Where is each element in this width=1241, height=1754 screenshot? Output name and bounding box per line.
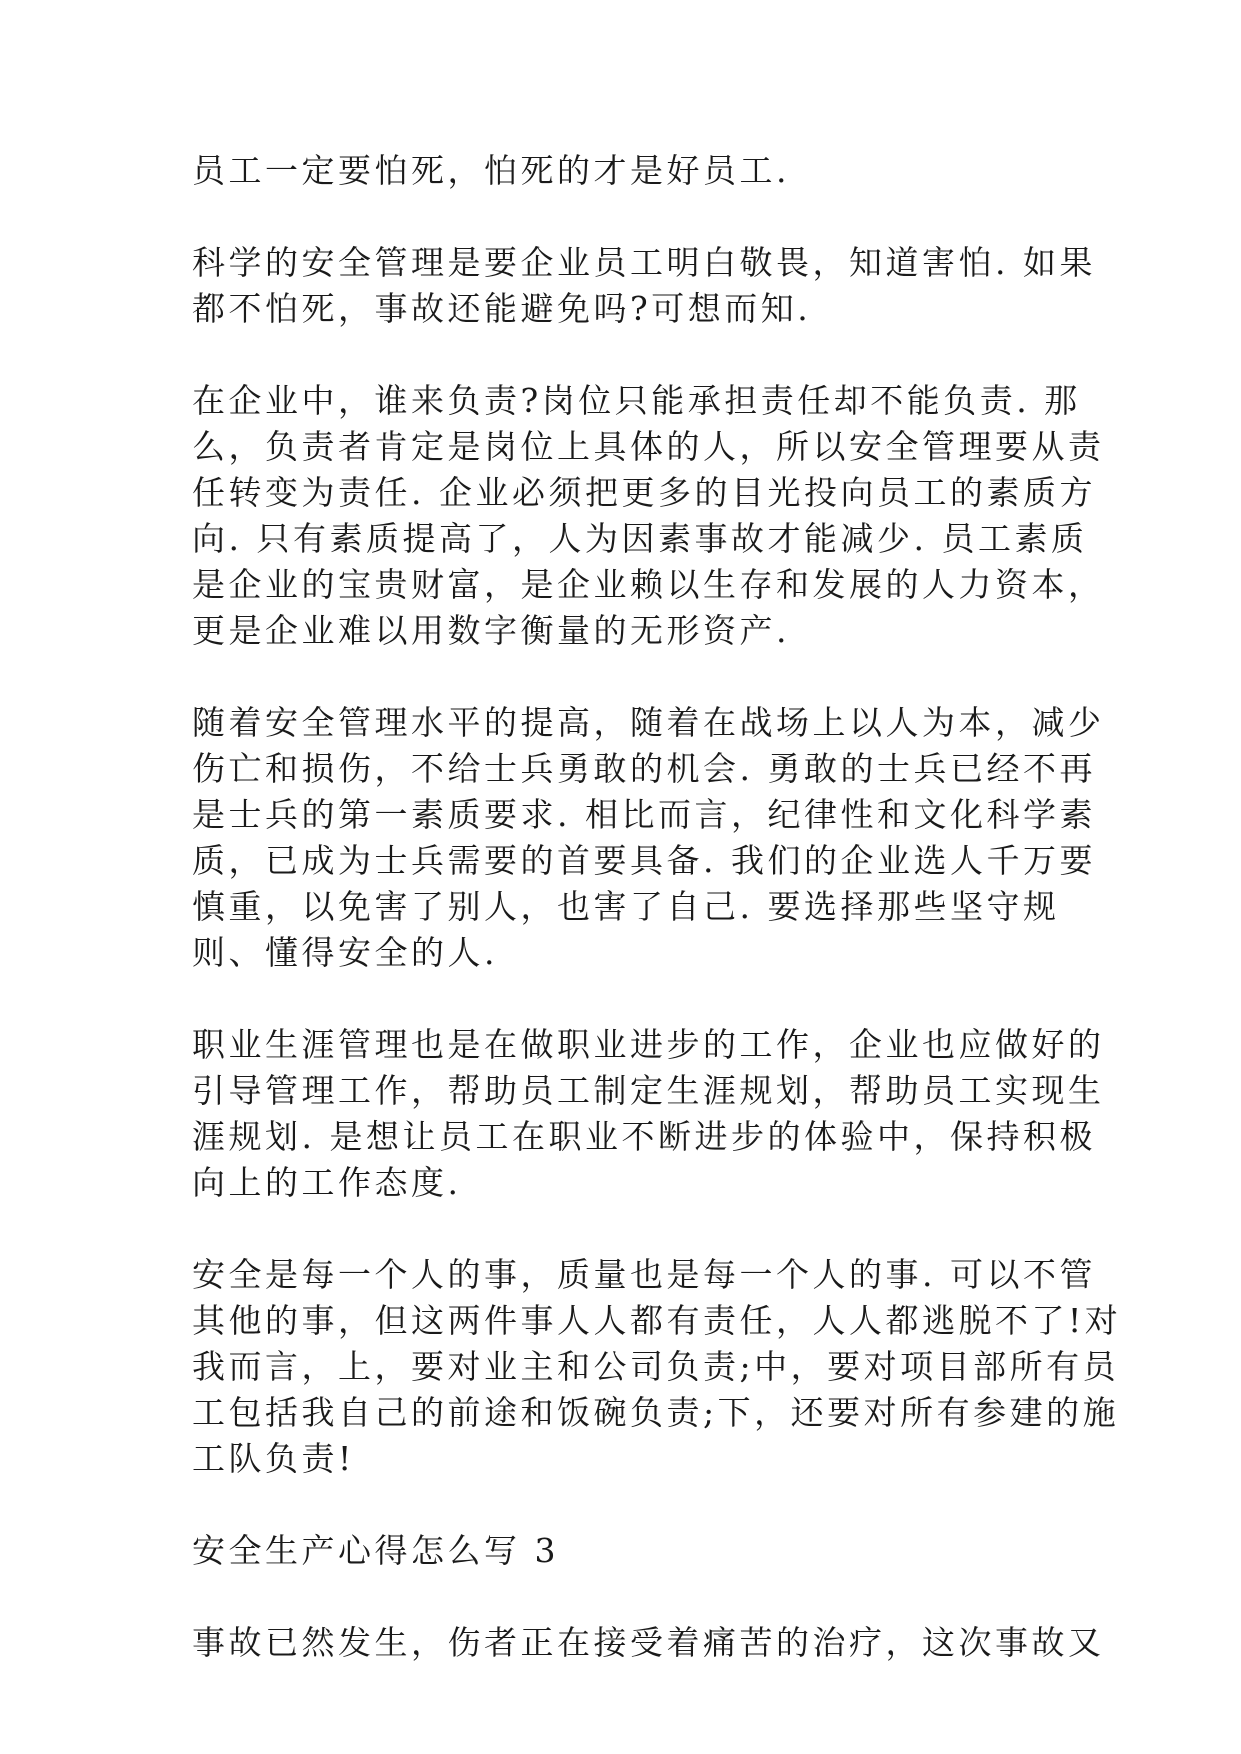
text-line: 么，负责者肯定是岗位上具体的人，所以安全管理要从责	[192, 427, 1105, 466]
text-line: 工队负责!	[192, 1439, 355, 1478]
paragraph	[192, 378, 1105, 654]
text-line: 其他的事，但这两件事人人都有责任，人人都逃脱不了!对	[192, 1301, 1122, 1340]
text-line: 在企业中，谁来负责?岗位只能承担责任却不能负责. 那	[192, 381, 1081, 420]
text-line: 安全是每一个人的事，质量也是每一个人的事. 可以不管	[192, 1255, 1096, 1294]
section-heading	[192, 1528, 1052, 1574]
text-line: 质，已成为士兵需要的首要具备. 我们的企业选人千万要	[192, 841, 1096, 880]
text-line: 慎重，以免害了别人，也害了自己. 要选择那些坚守规	[192, 887, 1060, 926]
paragraph	[192, 148, 1052, 194]
text-line: 工包括我自己的前途和饭碗负责;下，还要对所有参建的施	[192, 1393, 1120, 1432]
paragraph	[192, 1022, 1105, 1206]
text-line: 员工一定要怕死，怕死的才是好员工.	[192, 151, 790, 190]
text-line: 向. 只有素质提高了，人为因素事故才能减少. 员工素质	[192, 519, 1088, 558]
paragraph	[192, 1252, 1122, 1482]
text-line: 我而言，上，要对业主和公司负责;中，要对项目部所有员	[192, 1347, 1120, 1386]
document-body	[192, 148, 1122, 1712]
paragraph	[192, 1620, 1105, 1666]
paragraph	[192, 240, 1096, 332]
text-line: 职业生涯管理也是在做职业进步的工作，企业也应做好的	[192, 1025, 1105, 1064]
text-line: 是士兵的第一素质要求. 相比而言，纪律性和文化科学素	[192, 795, 1096, 834]
text-line: 事故已然发生，伤者正在接受着痛苦的治疗，这次事故又	[192, 1623, 1105, 1662]
text-line: 更是企业难以用数字衡量的无形资产.	[192, 611, 790, 650]
text-line: 引导管理工作，帮助员工制定生涯规划，帮助员工实现生	[192, 1071, 1105, 1110]
text-line: 安全生产心得怎么写 3	[192, 1531, 559, 1570]
text-line: 随着安全管理水平的提高，随着在战场上以人为本，减少	[192, 703, 1105, 742]
text-line: 都不怕死，事故还能避免吗?可想而知.	[192, 289, 812, 328]
paragraph	[192, 700, 1105, 976]
text-line: 则、懂得安全的人.	[192, 933, 498, 972]
text-line: 向上的工作态度.	[192, 1163, 462, 1202]
text-line: 伤亡和损伤，不给士兵勇敢的机会. 勇敢的士兵已经不再	[192, 749, 1096, 788]
text-line: 是企业的宝贵财富，是企业赖以生存和发展的人力资本，	[192, 565, 1105, 604]
text-line: 涯规划. 是想让员工在职业不断进步的体验中，保持积极	[192, 1117, 1096, 1156]
text-line: 科学的安全管理是要企业员工明白敬畏，知道害怕. 如果	[192, 243, 1096, 282]
text-line: 任转变为责任. 企业必须把更多的目光投向员工的素质方	[192, 473, 1096, 512]
